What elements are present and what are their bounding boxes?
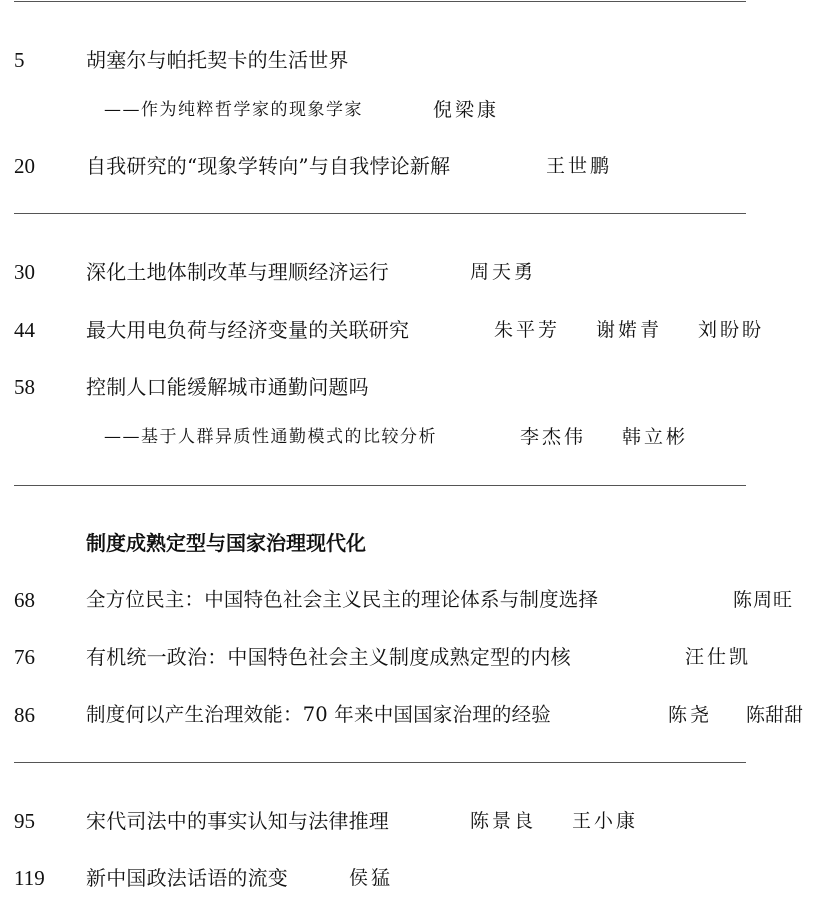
author: 谢婼青 <box>596 319 663 341</box>
page-number: 95 <box>14 809 35 833</box>
article-title[interactable]: 新中国政法话语的流变 <box>86 866 288 890</box>
toc-entry-subtitle-line <box>0 420 828 454</box>
page-number: 76 <box>14 645 35 669</box>
author: 王世鹏 <box>546 155 613 177</box>
page-number: 58 <box>14 375 35 399</box>
page-number: 119 <box>14 866 45 890</box>
toc-entry <box>0 698 828 732</box>
author: 陈周旺 <box>733 589 794 611</box>
author: 侯猛 <box>349 867 394 889</box>
divider <box>14 762 746 763</box>
toc-entry <box>0 43 828 77</box>
author: 刘盼盼 <box>698 319 765 341</box>
toc-entry <box>0 313 828 347</box>
page-number: 86 <box>14 703 35 727</box>
article-subtitle: ——基于人群异质性通勤模式的比较分析 <box>104 427 437 447</box>
divider <box>14 485 746 486</box>
author: 汪仕凯 <box>685 646 752 668</box>
author: 韩立彬 <box>622 426 689 448</box>
toc-entry <box>0 861 828 895</box>
section-heading: 制度成熟定型与国家治理现代化 <box>86 531 366 555</box>
divider <box>14 1 746 2</box>
author: 陈甜甜 <box>746 704 804 726</box>
page-number: 20 <box>14 154 35 178</box>
toc-entry <box>0 583 828 617</box>
article-title[interactable]: 最大用电负荷与经济变量的关联研究 <box>86 318 410 342</box>
author: 李杰伟 <box>520 426 587 448</box>
toc-entry <box>0 149 828 183</box>
author: 周天勇 <box>470 261 537 283</box>
divider <box>14 213 746 214</box>
article-title[interactable]: 宋代司法中的事实认知与法律推理 <box>86 809 389 833</box>
author: 陈景良 <box>470 810 537 832</box>
toc-entry <box>0 640 828 674</box>
article-title[interactable]: 自我研究的“现象学转向”与自我悖论新解 <box>86 154 451 178</box>
toc-entry <box>0 255 828 289</box>
page-number: 5 <box>14 48 25 72</box>
toc-entry-subtitle-line <box>0 93 828 127</box>
article-title[interactable]: 胡塞尔与帕托契卡的生活世界 <box>86 48 349 72</box>
toc-entry <box>0 370 828 404</box>
author: 王小康 <box>572 810 639 832</box>
page-number: 68 <box>14 588 35 612</box>
author: 倪梁康 <box>433 99 500 121</box>
article-title[interactable]: 制度何以产生治理效能：70 年来中国国家治理的经验 <box>86 703 552 726</box>
article-subtitle: ——作为纯粹哲学家的现象学家 <box>104 100 363 120</box>
author: 朱平芳 <box>494 319 561 341</box>
article-title[interactable]: 全方位民主：中国特色社会主义民主的理论体系与制度选择 <box>86 588 599 611</box>
article-title[interactable]: 深化土地体制改革与理顺经济运行 <box>86 260 389 284</box>
page-number: 44 <box>14 318 35 342</box>
article-title[interactable]: 控制人口能缓解城市通勤问题吗 <box>86 375 369 399</box>
page-number: 30 <box>14 260 35 284</box>
author: 陈尧 <box>668 704 713 726</box>
article-title[interactable]: 有机统一政治：中国特色社会主义制度成熟定型的内核 <box>86 645 571 669</box>
toc-entry <box>0 804 828 838</box>
